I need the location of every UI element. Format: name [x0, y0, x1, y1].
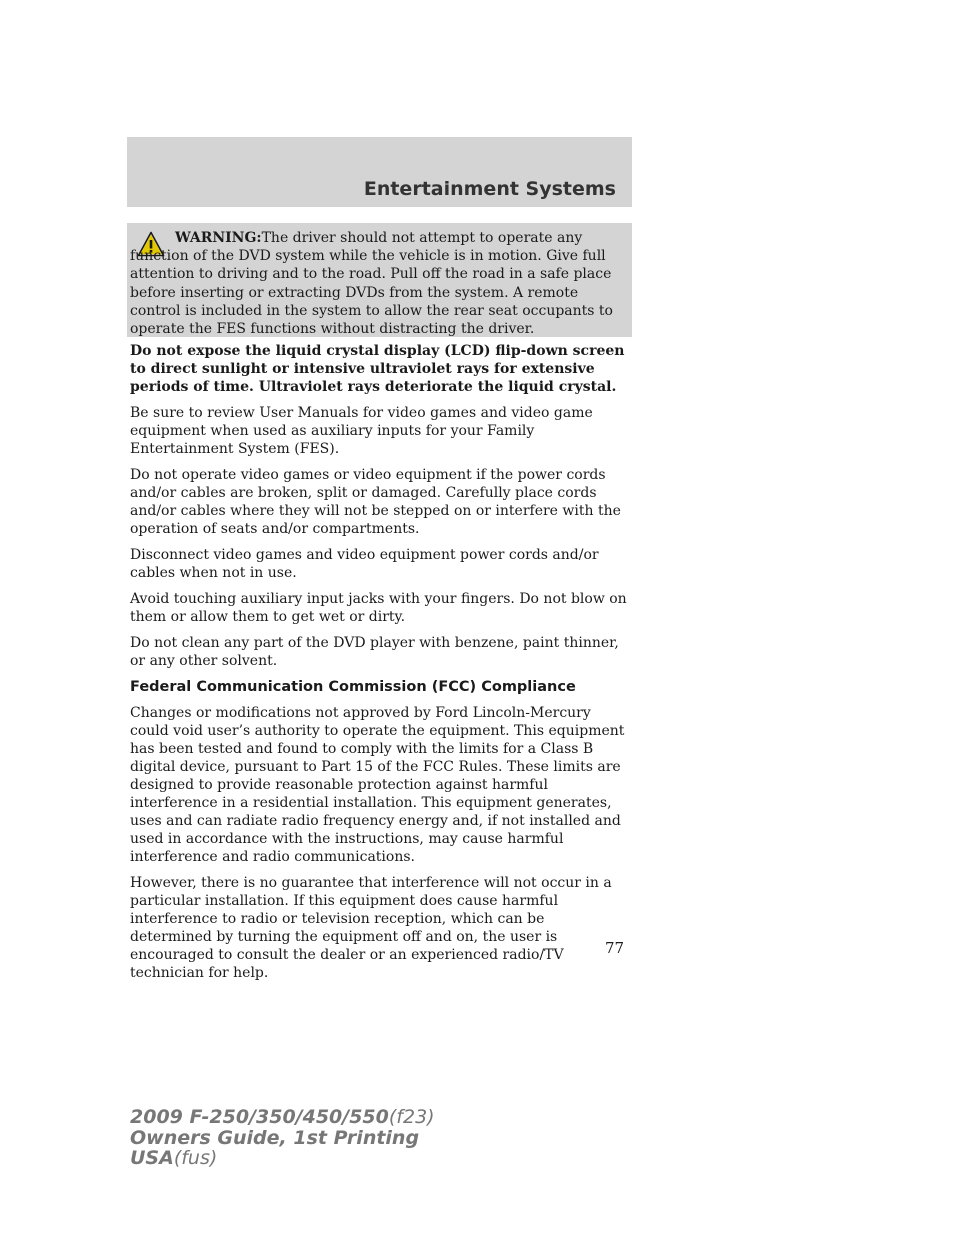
print-footer [130, 1107, 435, 1169]
section-header [127, 137, 632, 207]
footer-region-code: (fus) [173, 1147, 218, 1169]
cleaning-paragraph: Do not clean any part of the DVD player with benzene, paint thinner, or any other solvent. [130, 635, 619, 669]
input-jacks-paragraph: Avoid touching auxiliary input jacks with your fingers. Do not blow on them or allow them to get wet or dirty. [130, 591, 627, 625]
footer-region: USA [130, 1147, 174, 1169]
warning-box [127, 223, 632, 337]
footer-model: 2009 F-250/350/450/550 [130, 1106, 389, 1128]
page-body [130, 342, 630, 990]
user-manuals-paragraph: Be sure to review User Manuals for video games and video game equipment when used as auxiliary inputs for your Family Entertainment System (FES). [130, 405, 593, 457]
power-cords-paragraph: Do not operate video games or video equipment if the power cords and/or cables are broken, split or damaged. Carefully place cords and/or cables where they will not be stepped on or interfere with the operation of seats and/or compartments. [130, 467, 621, 537]
footer-model-line [130, 1107, 435, 1128]
section-title: Entertainment Systems [363, 178, 616, 200]
warning-text [130, 229, 622, 338]
warning-body: The driver should not attempt to operate any function of the DVD system while the vehicle is in motion. Give full attention to driving and to the road. Pull off the road in a safe place before inserting or extracting DVDs from the system. A remote control is included in the system to allow the rear seat occupants to operate the FES functions without distracting the driver. [130, 230, 613, 338]
fcc-heading: Federal Communication Commission (FCC) Compliance [130, 679, 576, 695]
footer-model-code: (f23) [388, 1106, 435, 1128]
footer-region-line [130, 1148, 435, 1169]
fcc-changes-paragraph: Changes or modifications not approved by Ford Lincoln-Mercury could void user’s authority to operate the equipment. This equipment has been tested and found to comply with the limits for a Class B digital device, pursuant to Part 15 of the FCC Rules. These limits are designed to provide reasonable protection against harmful interference in a residential installation. This equipment generates, uses and can radiate radio frequency energy and, if not installed and used in accordance with the instructions, may cause harmful interference and radio communications. [130, 705, 625, 865]
warning-label: WARNING: [175, 230, 262, 246]
fcc-guarantee-paragraph: However, there is no guarantee that interference will not occur in a particular installation. If this equipment does cause harmful interference to radio or television reception, which can be determined by turning the equipment off and on, the user is encouraged to consult the dealer or an experienced radio/TV technician for help. [130, 875, 612, 981]
disconnect-paragraph: Disconnect video games and video equipment power cords and/or cables when not in use. [130, 547, 599, 581]
page-number: 77 [605, 939, 625, 957]
footer-guide-line [130, 1128, 435, 1149]
footer-guide: Owners Guide, 1st Printing [130, 1126, 420, 1149]
lcd-caution-paragraph: Do not expose the liquid crystal display (LCD) flip-down screen to direct sunlight or intensive ultraviolet rays for extensive periods of time. Ultraviolet rays deteriorate the liquid crystal. [130, 343, 625, 395]
